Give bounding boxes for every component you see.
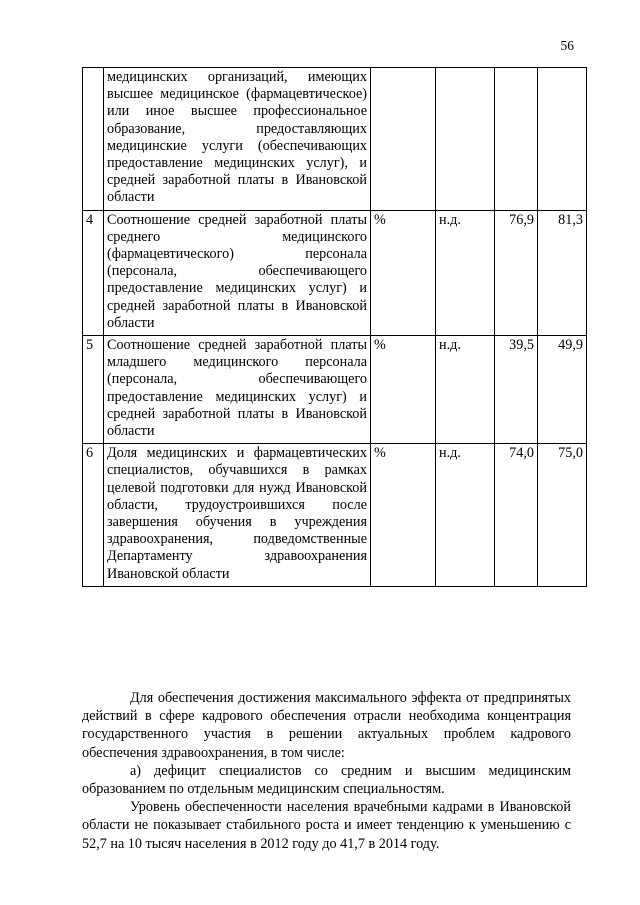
indicator-name: Доля медицинских и фармацевтических специалистов, обучавшихся в рамках целевой подготовки для нужд Ивановской области, трудоустроившихся после завершения обучения в учреждения здравоохранения, подведомственные Департаменту здравоохранения Ивановской области <box>104 444 371 587</box>
value-cell-1: 76,9 <box>495 210 538 335</box>
value-cell-2: 49,9 <box>538 336 587 444</box>
value-cell-1: 39,5 <box>495 336 538 444</box>
unit-cell: % <box>371 444 436 587</box>
paragraph: а) дефицит специалистов со средним и высшим медицинским образованием по отдельным медицинским специальностям. <box>82 762 571 798</box>
value-cell-1 <box>495 68 538 211</box>
row-number: 5 <box>83 336 104 444</box>
base-value-cell: н.д. <box>436 210 495 335</box>
unit-cell: % <box>371 210 436 335</box>
table-row <box>83 210 587 335</box>
row-number <box>83 68 104 211</box>
paragraph: Уровень обеспеченности населения врачебными кадрами в Ивановской области не показывает стабильного роста и имеет тенденцию к уменьшению с 52,7 на 10 тысяч населения в 2012 году до 41,7 в 2014 году. <box>82 799 571 852</box>
body-text <box>82 689 571 853</box>
indicator-name: Соотношение средней заработной платы среднего медицинского (фармацевтического) персонала (персонала, обеспечивающего предоставление медицинских услуг) и средней заработной платы в Ивановской области <box>104 210 371 335</box>
unit-cell <box>371 68 436 211</box>
base-value-cell <box>436 68 495 211</box>
table-row <box>83 68 587 211</box>
row-number: 6 <box>83 444 104 587</box>
indicator-name: медицинских организаций, имеющих высшее медицинское (фармацевтическое) или иное высшее профессиональное образование, предоставляющих медицинские услуги (обеспечивающих предоставление медицинских услуг), и средней заработной платы в Ивановской области <box>104 68 371 211</box>
indicator-name: Соотношение средней заработной платы младшего медицинского персонала (персонала, обеспечивающего предоставление медицинских услуг) и средней заработной платы в Ивановской области <box>104 336 371 444</box>
unit-cell: % <box>371 336 436 444</box>
row-number: 4 <box>83 210 104 335</box>
table-row <box>83 444 587 587</box>
value-cell-2: 75,0 <box>538 444 587 587</box>
indicators-table <box>82 67 587 587</box>
base-value-cell: н.д. <box>436 444 495 587</box>
base-value-cell: н.д. <box>436 336 495 444</box>
paragraph: Для обеспечения достижения максимального эффекта от предпринятых действий в сфере кадрового обеспечения отрасли необходима концентрация государственного участия в решении актуальных проблем кадрового обеспечения здравоохранения, в том числе: <box>82 690 571 761</box>
value-cell-1: 74,0 <box>495 444 538 587</box>
value-cell-2: 81,3 <box>538 210 587 335</box>
table-row <box>83 336 587 444</box>
page-number: 56 <box>560 38 574 53</box>
value-cell-2 <box>538 68 587 211</box>
